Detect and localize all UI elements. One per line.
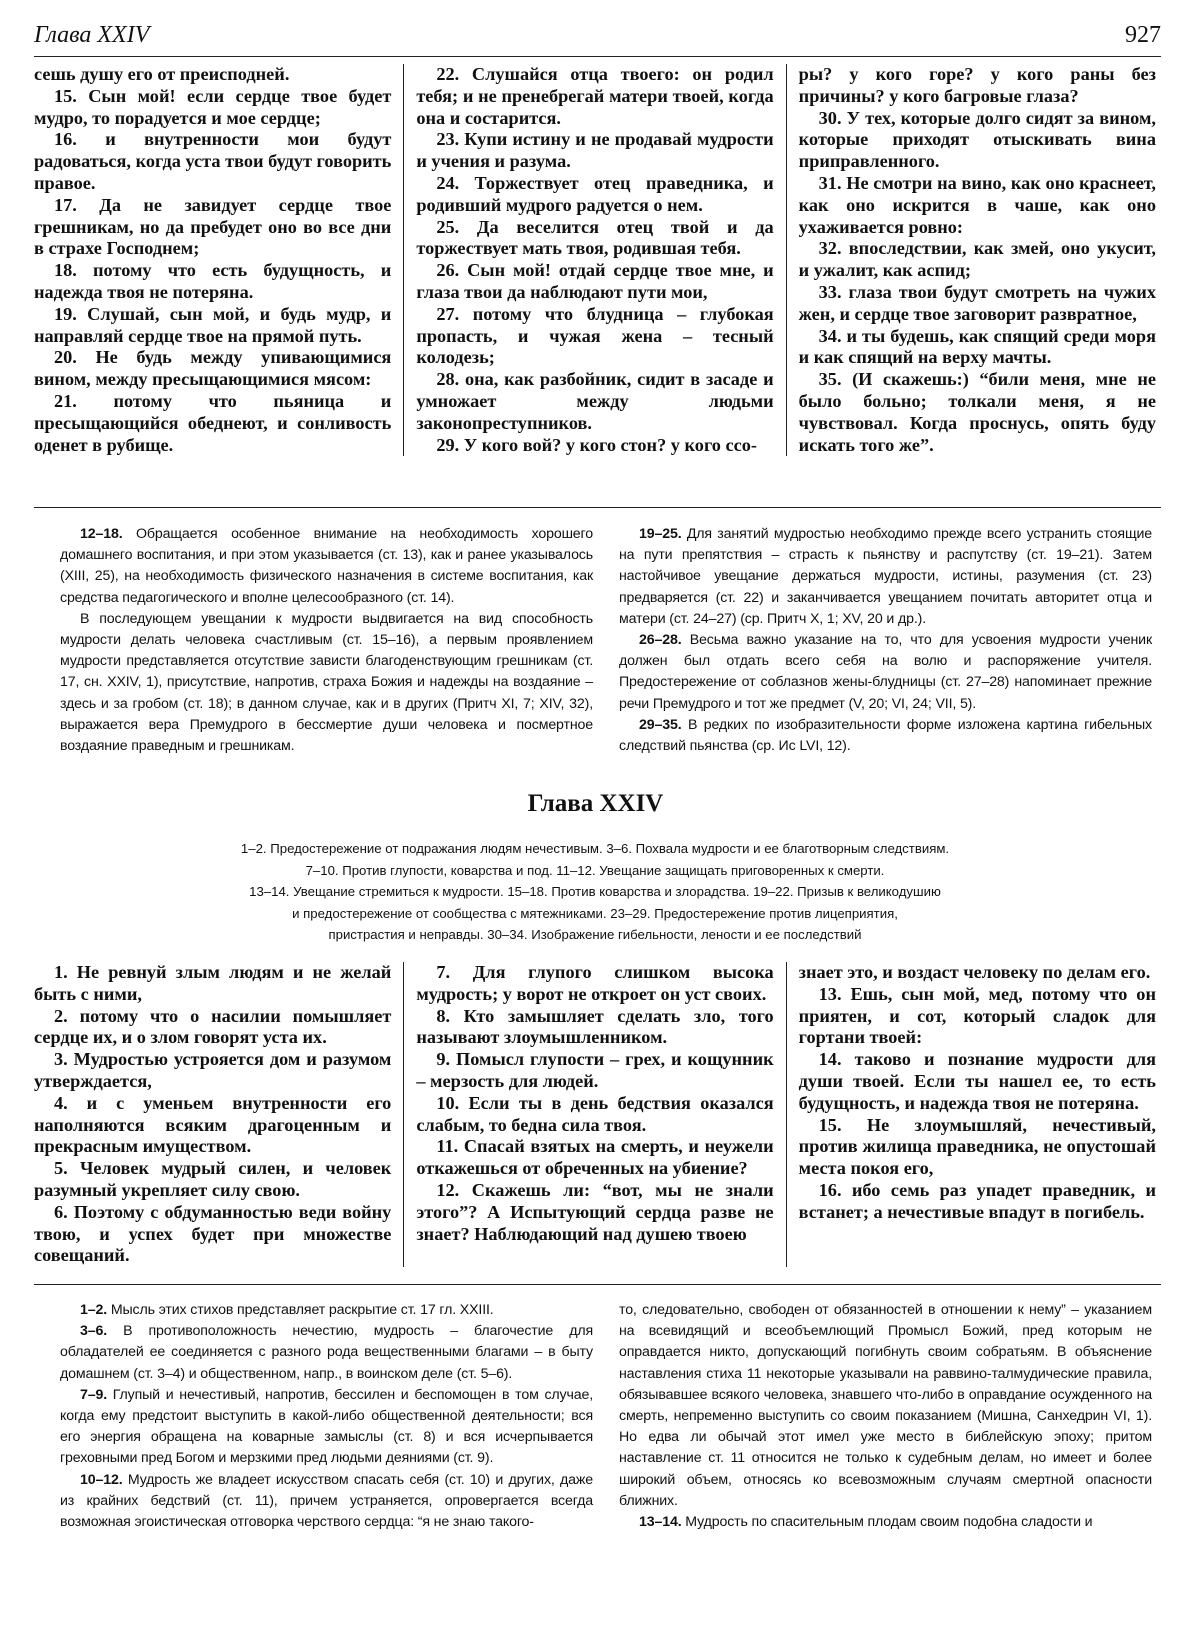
commentary-text: В противоположность нечестию, мудрость – благочестие для обладателей ее соединяется с разного рода вещественными благами – в быту домашнем (ст. 3–4) и общественном, напр., в воинском деле (ст. 5–6). [60, 1323, 593, 1382]
verse: 23. Купи истину и не продавай мудрости и учения и разума. [416, 129, 774, 172]
verse-column-3 [786, 962, 1156, 1267]
verse-column-3 [786, 64, 1156, 456]
verse: 11. Спасай взятых на смерть, и неужели откажешься от обреченных на убиение? [416, 1136, 774, 1179]
page-number: 927 [1125, 22, 1161, 48]
commentary-text: Мудрость же владеет искусством спасать себя (ст. 10) и других, даже из крайних бедствий (ст. 11), причем устраняется, опровергается всегда возможная эгоистическая отговорка черствого сердца: “я не знаю такого- [60, 1471, 593, 1531]
commentary-text: Для занятий мудростью необходимо прежде всего устранить стоящие на пути препятствия – страсть к пьянству и распутству (ст. 19–21). Затем настойчивое увещание держаться мудрости, истины, разумения (ст. 23) предваряется (ст. 22) и заканчивается увещанием почитать авторитет отца и матери (ст. 24–27) (ср. Притч X, 1; XV, 20 и др.). [619, 526, 1152, 627]
verse: 25. Да веселится отец твой и да торжествует мать твоя, родившая тебя. [416, 216, 774, 259]
commentary-reference: 19–25. [639, 526, 682, 542]
verse: 13. Ешь, сын мой, мед, потому что он приятен, и сот, который сладок для гортани твоей: [798, 983, 1156, 1048]
commentary-reference: 29–35. [639, 716, 682, 733]
verse: 12. Скажешь ли: “вот, мы не знали этого”? А Испытующий сердца разве не знает? Наблюдающий над душею твоею [416, 1179, 774, 1244]
verse: 27. потому что блудница – глубокая пропасть, и чужая жена – тесный колодезь; [416, 303, 774, 368]
verse: 15. Сын мой! если сердце твое будет мудро, то порадуется и мое сердце; [34, 85, 392, 128]
commentary-text: В последующем увещании к мудрости выдвигается на вид способность мудрости делать человека счастливым (ст. 15–16), а первым проявлением мудрости представляется отсутствие зависти благоденствующим грешникам (ст. 17, сн. XXIV, 1), присутствие, напротив, страха Божия и надежды на воздаяние – здесь и за гробом (ст. 18); в данном случае, как и в других (Притч XI, 7; XIV, 32), выражается вера Премудрого в бессмертие души человека и посмертное воздаяние праведным и грешникам. [60, 610, 593, 755]
verse: 28. она, как разбойник, сидит в засаде и умножает между людьми законопреступников. [416, 369, 774, 433]
summary-line: 7–10. Против глупости, коварства и под. 11–12. Увещание защищать приговоренных к смерти. [305, 862, 885, 878]
verse: 14. таково и познание мудрости для души твоей. Если ты нашел ее, то есть будущность, и надежда твоя не потеряна. [798, 1049, 1156, 1113]
commentary-paragraph [60, 1470, 593, 1534]
commentary-paragraph [60, 609, 593, 757]
verse: знает это, и воздаст человеку по делам его. [798, 962, 1151, 982]
commentary-paragraph [619, 524, 1152, 630]
verse: 21. потому что пьяница и пресыщающийся обеднеют, и сонливость оденет в рубище. [34, 390, 392, 455]
verse: 16. ибо семь раз упадет праведник, и встанет; а нечестивые впадут в погибель. [798, 1179, 1156, 1222]
verse: 4. и с уменьем внутренности его наполняются всяким драгоценным и прекрасным имуществом. [34, 1092, 392, 1157]
verse: 35. (И скажешь:) “били меня, мне не было больно; толкали меня, я не чувствовал. Когда проснусь, опять буду искать того же”. [798, 369, 1156, 455]
verse-column-2 [403, 64, 785, 456]
commentary-column-left [60, 1300, 593, 1533]
commentary-text: В редких по изобразительности форме изложена картина гибельных следствий пьянства (ср. Ис LVI, 12). [619, 716, 1153, 755]
bottom-verses [34, 962, 1156, 1267]
verse: 29. У кого вой? у кого стон? у кого ссо- [436, 434, 757, 455]
commentary-paragraph [60, 524, 593, 609]
chapter-summary [180, 838, 1010, 946]
summary-line: пристрастия и неправды. 30–34. Изображение гибельности, лености и ее последствий [328, 927, 862, 942]
verse: 5. Человек мудрый силен, и человек разумный укрепляет силу свою. [34, 1158, 392, 1200]
verse-column-1 [34, 64, 403, 456]
commentary-column-right [619, 1300, 1152, 1533]
bottom-commentary [60, 1300, 1152, 1533]
verse: 33. глаза твои будут смотреть на чужих жен, и сердце твое заговорит развратное, [798, 281, 1156, 324]
verse: 2. потому что о насилии помышляет сердце их, и о злом говорят уста их. [34, 1005, 392, 1048]
commentary-reference: 13–14. [639, 1514, 682, 1531]
verse: 34. и ты будешь, как спящий среди моря и как спящий на верху мачты. [798, 325, 1156, 368]
commentary-column-right [619, 524, 1152, 757]
commentary-text: Мысль этих стихов представляет раскрытие ст. 17 гл. XXIII. [110, 1302, 494, 1318]
summary-line: и предостережение от сообщества с мятежниками. 23–29. Предостережение против лицеприятия, [292, 905, 898, 921]
verse: 32. впоследствии, как змей, оно укусит, и ужалит, как аспид; [798, 238, 1156, 281]
commentary-reference: 3–6. [80, 1323, 108, 1340]
top-verses [34, 64, 1156, 456]
verse: 18. потому что есть будущность, и надежда твоя не потеряна. [34, 260, 392, 302]
commentary-text: Мудрость по спасительным плодам своим подобна сладости и [685, 1514, 1093, 1531]
verse: 3. Мудростью устрояется дом и разумом утверждается, [34, 1049, 392, 1091]
verse: 10. Если ты в день бедствия оказался слабым, то бедна сила твоя. [416, 1092, 774, 1135]
verse-column-1 [34, 962, 403, 1267]
verse: 31. Не смотри на вино, как оно краснеет, как оно искрится в чаше, как оно ухаживается ровно: [798, 172, 1156, 237]
commentary-column-left [60, 524, 593, 757]
verse: ры? у кого горе? у кого раны без причины? у кого багровые глаза? [798, 64, 1156, 106]
verse: 30. У тех, которые долго сидят за вином, которые приходят отыскивать вина приправленного. [798, 107, 1156, 172]
verse: 19. Слушай, сын мой, и будь мудр, и направляй сердце твое на прямой путь. [34, 303, 392, 346]
commentary-reference: 7–9. [80, 1386, 108, 1403]
verse: 17. Да не завидует сердце твое грешникам, но да пребудет оно во все дни в страхе Господнем; [34, 194, 392, 259]
commentary-reference: 10–12. [80, 1471, 123, 1488]
commentary-reference: 12–18. [80, 526, 123, 542]
summary-line: 1–2. Предостережение от подражания людям нечестивым. 3–6. Похвала мудрости и ее благотворным следствиям. [240, 841, 950, 856]
commentary-text: Обращается особенное внимание на необходимость хорошего домашнего воспитания, и при этом указывается (ст. 13), как и ранее указывалось (XIII, 25), на необходимость физического назначения в системе воспитания, как средства педагогического и вполне целесообразного (ст. 14). [60, 526, 593, 606]
running-head [34, 22, 1161, 57]
verse: 1. Не ревнуй злым людям и не желай быть с ними, [34, 962, 392, 1004]
section-divider [34, 507, 1161, 508]
commentary-paragraph [60, 1321, 593, 1385]
commentary-text: то, следовательно, свободен от обязанностей в отношении к нему” – указанием на всевидящий и всеобъемлющий Промысл Божий, пред которым не оправдается никто, допускающий погибнуть своим собратьям. В объяснение наставления стиха 11 некоторые указывали на раввино-талмудические правила, обязывавшее всякого человека, знавшего что-либо в оправдание осужденного на смерть, непременно выступить со своим показанием (Мишна, Санхедрин VI, 1). Но едва ли обычай этот имел уже место в библейскую эпоху; притом наставление ст. 11 относится не только к судебным делам, но имеет и более широкий объем, относясь ко всевозможным случаям смертной опасности ближних. [619, 1302, 1152, 1509]
verse: 9. Помысл глупости – грех, и кощунник – мерзость для людей. [416, 1049, 774, 1091]
commentary-paragraph [60, 1300, 593, 1321]
commentary-text: Глупый и нечестивый, напротив, бессилен и беспомощен в том случае, когда ему предстоит выступить в какой-либо общественной деятельности; вся его энергия обращена на коварные замыслы (ст. 8) и вся исчерпывается греховными пред Богом и мерзкими пред людьми деяниями (ст. 9). [60, 1386, 594, 1467]
commentary-reference: 26–28. [639, 632, 682, 649]
section-divider [34, 1284, 1161, 1285]
commentary-paragraph [619, 630, 1152, 715]
commentary-reference: 1–2. [80, 1302, 108, 1318]
summary-line: 13–14. Увещание стремиться к мудрости. 15–18. Против коварства и злорадства. 19–22. Призыв к великодушию [249, 884, 941, 899]
chapter-heading: Глава XXIV [527, 790, 664, 817]
top-commentary [60, 524, 1152, 757]
verse: 26. Сын мой! отдай сердце твое мне, и глаза твои да наблюдают пути мои, [416, 260, 774, 302]
commentary-paragraph [60, 1385, 593, 1470]
verse: 20. Не будь между упивающимися вином, между пресыщающимися мясом: [34, 347, 392, 390]
verse-column-2 [403, 962, 785, 1267]
commentary-paragraph [619, 1512, 1152, 1533]
verse: 16. и внутренности мои будут радоваться, когда уста твои будут говорить правое. [34, 129, 392, 193]
commentary-paragraph [619, 715, 1152, 757]
verse: 7. Для глупого слишком высока мудрость; у ворот не откроет он уст своих. [416, 962, 774, 1004]
commentary-text: Весьма важно указание на то, что для усвоения мудрости ученик должен был отдать всего себя на волю и распоряжение учителя. Предостережение от соблазнов жены-блудницы (ст. 27–28) напоминает прежние речи Премудрого и тот же предмет (V, 20; VI, 24; VII, 5). [619, 632, 1152, 712]
verse: 8. Кто замышляет сделать зло, того называют злоумышленником. [416, 1005, 774, 1048]
verse: 6. Поэтому с обдуманностью веди войну твою, и успех будет при множестве совещаний. [34, 1201, 392, 1266]
verse: 15. Не злоумышляй, нечестивый, против жилища праведника, не опустошай места покоя его, [798, 1114, 1156, 1179]
verse: 22. Слушайся отца твоего: он родил тебя; и не пренебрегай матери твоей, когда она и состарится. [416, 64, 774, 128]
commentary-paragraph [619, 1300, 1152, 1512]
verse: 24. Торжествует отец праведника, и родивший мудрого радуется о нем. [416, 172, 774, 215]
verse: сешь душу его от преисподней. [34, 64, 290, 84]
running-head-chapter: Глава XXIV [34, 22, 150, 48]
